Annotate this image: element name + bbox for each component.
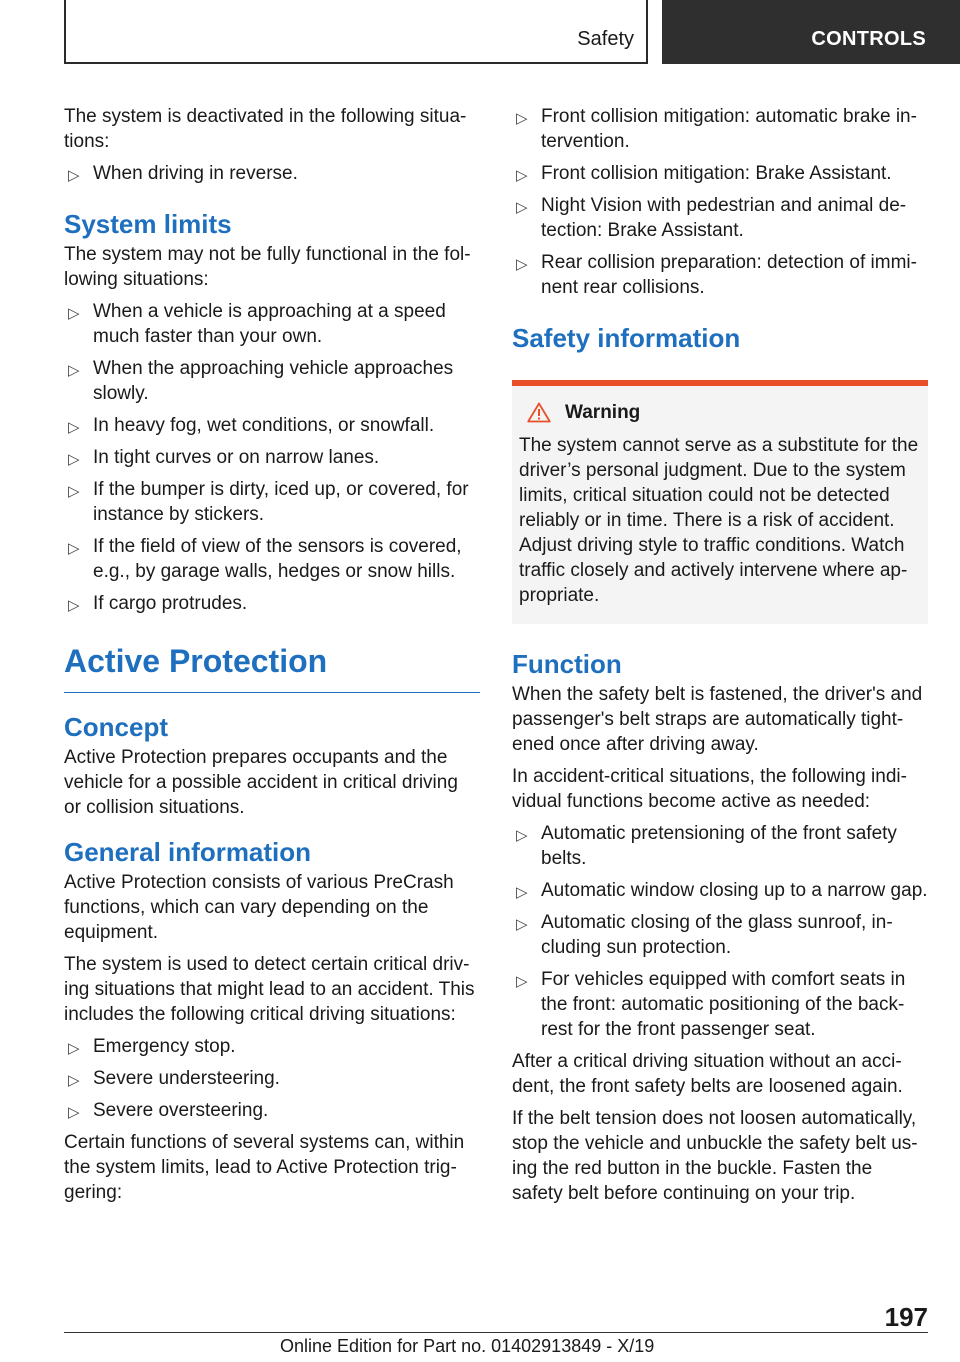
list-item: ▷ Severe oversteering. (64, 1098, 480, 1123)
general-text-2: The system is used to detect certain critical driving situations that might lead to an accident. This includes the following critical driving situations: (64, 954, 475, 1025)
header-chapter-tab (662, 0, 960, 64)
function-text-3: After a critical driving situation without an accident, the front safety belts are loosened again. (512, 1051, 903, 1097)
function-list (512, 821, 928, 1042)
left-column (64, 104, 480, 1212)
list-item: ▷ In heavy fog, wet conditions, or snowfall. (64, 413, 480, 438)
header-section-tab (64, 0, 648, 64)
concept-text: Active Protection prepares occupants and the vehicle for a possible accident in critical driving or collision situations. (64, 747, 458, 818)
trigger-systems-list (512, 104, 928, 300)
triangle-bullet-icon: ▷ (68, 451, 80, 468)
triangle-bullet-icon: ▷ (516, 916, 528, 933)
triangle-bullet-icon: ▷ (516, 110, 528, 127)
list-item: ▷ Rear collision preparation: detection of imminent rear collisions. (516, 252, 917, 298)
triangle-bullet-icon: ▷ (68, 362, 80, 379)
warning-box (512, 380, 928, 624)
general-information-heading: General information (64, 837, 312, 867)
general-text-3: Certain functions of several systems can, within the system limits, lead to Active Protection triggering: (64, 1132, 465, 1203)
footer-edition: Online Edition for Part no. 01402913849 - X/19 (280, 1336, 655, 1356)
header-chapter-label: CONTROLS (811, 28, 926, 50)
page-number: 197 (884, 1302, 928, 1332)
triangle-bullet-icon: ▷ (68, 483, 80, 500)
list-item: ▷ Front collision mitigation: Brake Assistant. (512, 161, 928, 186)
triangle-bullet-icon: ▷ (68, 167, 80, 184)
triangle-bullet-icon: ▷ (516, 827, 528, 844)
right-column (512, 104, 928, 1213)
list-item: ▷ Automatic closing of the glass sunroof, including sun protection. (516, 912, 893, 958)
triangle-bullet-icon: ▷ (68, 419, 80, 436)
list-item: ▷ Automatic window closing up to a narrow gap. (512, 878, 928, 903)
list-item: ▷ Emergency stop. (64, 1034, 480, 1059)
warning-triangle-icon (527, 402, 551, 423)
warning-text: The system cannot serve as a substitute for the driver’s personal judgment. Due to the system limits, critical situation could not be detected reliably or in time. There is a risk of accident. Adjust driving style to traffic conditions. Watch traffic closely and actively intervene where appropriate. (519, 435, 919, 606)
triangle-bullet-icon: ▷ (68, 1104, 80, 1121)
triangle-bullet-icon: ▷ (68, 305, 80, 322)
list-item: ▷ For vehicles equipped with comfort seats in the front: automatic positioning of the backrest for the front passenger seat. (516, 969, 906, 1040)
general-text-1: Active Protection consists of various PreCrash functions, which can vary depending on the equipment. (64, 872, 454, 943)
header-section-label: Safety (577, 28, 634, 50)
list-item: ▷ In tight curves or on narrow lanes. (64, 445, 480, 470)
triangle-bullet-icon: ▷ (68, 1072, 80, 1089)
list-item: ▷ Front collision mitigation: automatic brake intervention. (516, 106, 917, 152)
warning-header (519, 400, 920, 425)
system-limits-heading: System limits (64, 209, 232, 239)
list-item: ▷ Automatic pretensioning of the front safety belts. (516, 823, 897, 869)
function-text-1: When the safety belt is fastened, the driver's and passenger's belt straps are automatically tightened once after driving away. (512, 684, 923, 755)
triangle-bullet-icon: ▷ (516, 973, 528, 990)
concept-heading: Concept (64, 712, 168, 742)
triangle-bullet-icon: ▷ (516, 199, 528, 216)
function-text-2: In accident-critical situations, the following individual functions become active as needed: (512, 766, 907, 812)
list-item: ▷ When the approaching vehicle approaches slowly. (68, 358, 454, 404)
system-limits-list (64, 299, 480, 616)
list-item: ▷ If cargo protrudes. (64, 591, 480, 616)
triangle-bullet-icon: ▷ (516, 884, 528, 901)
triangle-bullet-icon: ▷ (516, 256, 528, 273)
list-item: ▷ If the field of view of the sensors is covered, e.g., by garage walls, hedges or snow hills. (68, 536, 462, 582)
safety-information-heading: Safety information (512, 323, 741, 353)
system-limits-text: The system may not be fully functional in the following situations: (64, 244, 471, 290)
function-heading: Function (512, 649, 622, 679)
function-text-4: If the belt tension does not loosen automatically, stop the vehicle and unbuckle the safety belt using the red button in the buckle. Fasten the safety belt before continuing on your trip. (512, 1108, 918, 1204)
critical-situations-list (64, 1034, 480, 1123)
list-item: ▷ If the bumper is dirty, iced up, or covered, for instance by stickers. (68, 479, 469, 525)
list-item: ▷ When a vehicle is approaching at a speed much faster than your own. (68, 301, 446, 347)
footer-divider (64, 1332, 928, 1333)
list-item: ▷ When driving in reverse. (64, 161, 480, 186)
list-item: ▷ Night Vision with pedestrian and animal detection: Brake Assistant. (516, 195, 907, 241)
triangle-bullet-icon: ▷ (68, 597, 80, 614)
list-item: ▷ Severe understeering. (64, 1066, 480, 1091)
intro-text: The system is deactivated in the following situations: (64, 106, 467, 152)
triangle-bullet-icon: ▷ (516, 167, 528, 184)
warning-title: Warning (565, 402, 641, 423)
active-protection-title: Active Protection (64, 640, 480, 693)
triangle-bullet-icon: ▷ (68, 540, 80, 557)
triangle-bullet-icon: ▷ (68, 1040, 80, 1057)
intro-list (64, 161, 480, 186)
